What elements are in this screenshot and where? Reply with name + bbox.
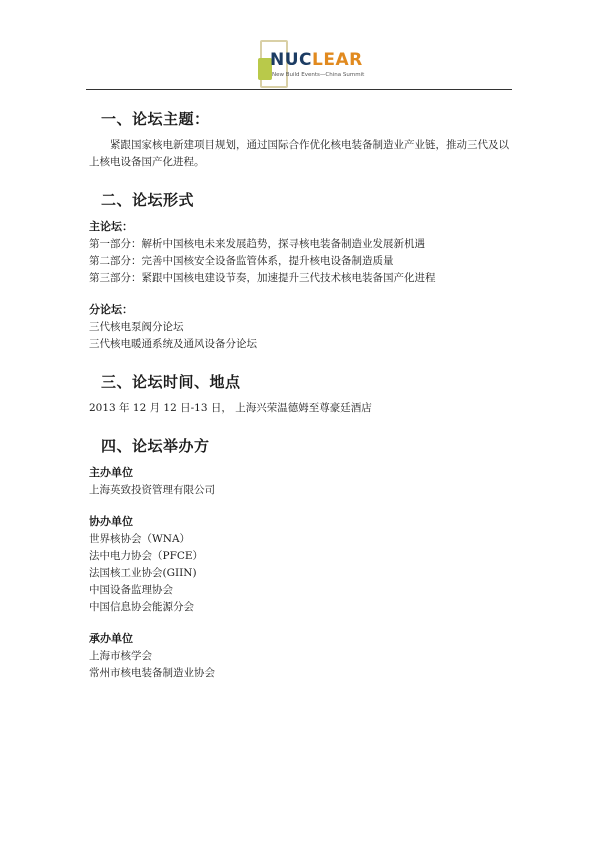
main-forum-item: 第二部分：完善中国核安全设备监管体系，提升核电设备制造质量: [89, 255, 394, 267]
host-label: 主办单位: [89, 466, 133, 479]
document-body: [89, 108, 519, 682]
section-4-title: 四、论坛举办方: [101, 437, 210, 455]
organizer-item: 上海市核学会: [89, 650, 152, 662]
sub-forum-item: 三代核电暖通系统及通风设备分论坛: [89, 338, 257, 350]
organizer-item: 常州市核电装备制造业协会: [89, 667, 215, 679]
section-1-paragraph: 紧跟国家核电新建项目规划，通过国际合作优化核电装备制造业产业链，推动三代及以上核电设备国产化进程。: [89, 139, 509, 168]
host-item: 上海英致投资管理有限公司: [89, 484, 215, 496]
section-3-title: 三、论坛时间、地点: [101, 373, 241, 391]
main-forum-item: 第三部分：紧跟中国核电建设节奏，加速提升三代技术核电装备国产化进程: [89, 272, 436, 284]
co-organizer-item: 中国信息协会能源分会: [89, 601, 194, 613]
co-organizer-label: 协办单位: [89, 515, 133, 528]
co-organizer-item: 法国核工业协会(GIIN): [89, 567, 197, 579]
time-location-line: 2013 年 12 月 12 日-13 日， 上海兴荣温德姆至尊豪廷酒店: [89, 402, 372, 414]
co-organizer-item: 中国设备监理协会: [89, 584, 173, 596]
logo-tagline: New Build Events—China Summit: [272, 72, 365, 78]
section-2-title: 二、论坛形式: [101, 191, 195, 209]
section-1-title: 一、论坛主题：: [101, 110, 210, 128]
co-organizer-item: 法中电力协会（PFCE）: [89, 550, 204, 562]
sub-forum-item: 三代核电泵阀分论坛: [89, 321, 184, 333]
header-rule: [86, 89, 512, 90]
logo-wordmark: NUCLEAR: [270, 50, 363, 70]
sub-forum-label: 分论坛：: [89, 303, 133, 316]
main-forum-label: 主论坛：: [89, 220, 133, 233]
nuclear-logo: [258, 40, 368, 90]
main-forum-item: 第一部分：解析中国核电未来发展趋势，探寻核电装备制造业发展新机遇: [89, 238, 425, 250]
organizer-label: 承办单位: [89, 632, 133, 645]
co-organizer-item: 世界核协会（WNA）: [89, 533, 191, 545]
